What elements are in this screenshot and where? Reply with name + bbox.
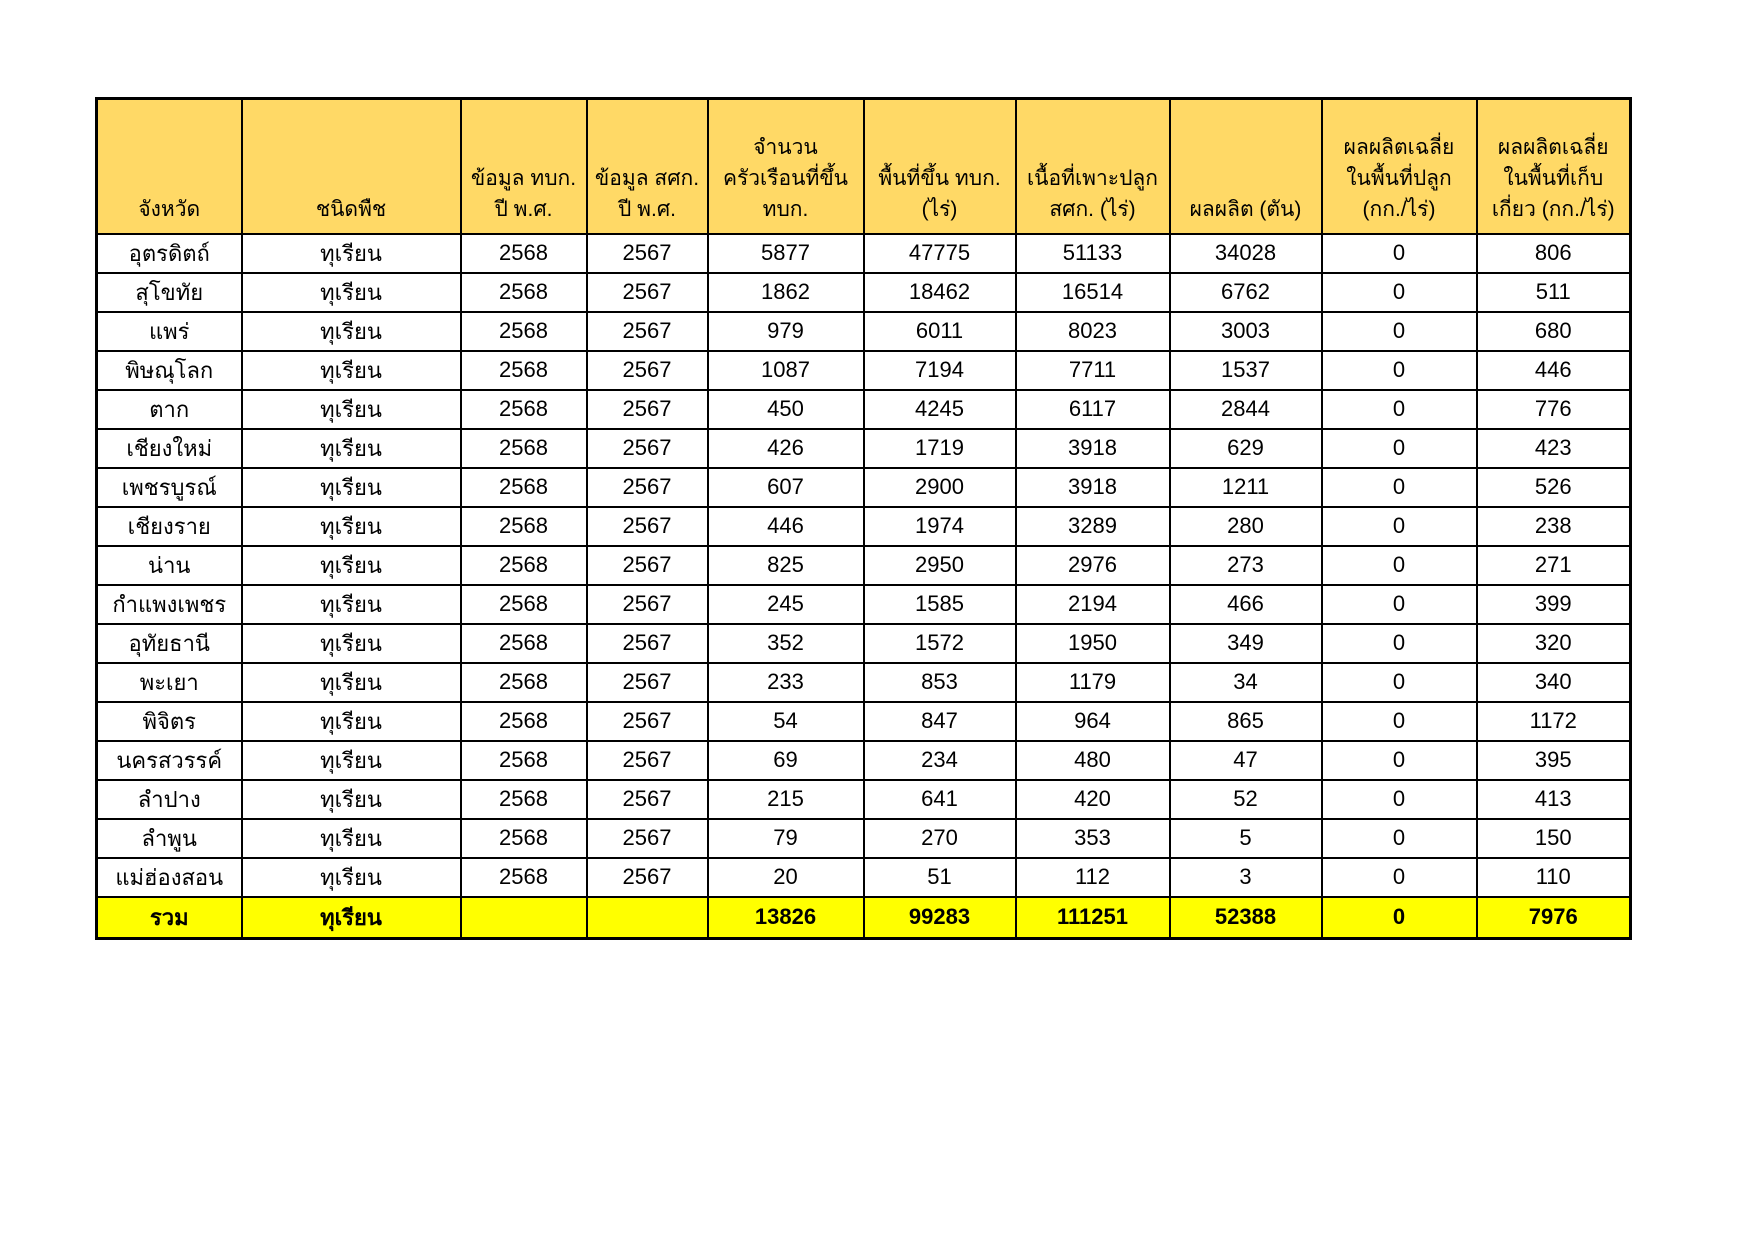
province-row-2 (97, 312, 1631, 351)
cell-planted-area-rai: 16514 (1016, 273, 1170, 312)
province-row-3 (97, 351, 1631, 390)
cell-registered-households: 607 (708, 468, 864, 507)
cell-planted-area-rai: 8023 (1016, 312, 1170, 351)
cell-registered-households: 446 (708, 507, 864, 546)
cell-registered-area-rai: 1719 (864, 429, 1016, 468)
cell-avg-yield-planted: 0 (1322, 273, 1477, 312)
cell-production-tons: 1211 (1170, 468, 1322, 507)
cell-production-tons: 629 (1170, 429, 1322, 468)
cell-registered-area-rai: 270 (864, 819, 1016, 858)
cell-crop-type: ทุเรียน (242, 858, 461, 897)
cell-registered-households: 979 (708, 312, 864, 351)
cell-province: สุโขทัย (97, 273, 242, 312)
cell-tbk-data-year: 2568 (461, 273, 587, 312)
cell-registered-households: 20 (708, 858, 864, 897)
total-cell-production-tons: 52388 (1170, 897, 1322, 939)
cell-production-tons: 273 (1170, 546, 1322, 585)
cell-avg-yield-planted: 0 (1322, 702, 1477, 741)
cell-province: กำแพงเพชร (97, 585, 242, 624)
cell-crop-type: ทุเรียน (242, 234, 461, 273)
cell-registered-households: 426 (708, 429, 864, 468)
cell-planted-area-rai: 964 (1016, 702, 1170, 741)
header-cell-province: จังหวัด (97, 99, 242, 234)
cell-avg-yield-harvested: 423 (1477, 429, 1631, 468)
province-row-11 (97, 663, 1631, 702)
cell-production-tons: 865 (1170, 702, 1322, 741)
total-cell-province: รวม (97, 897, 242, 939)
cell-planted-area-rai: 1950 (1016, 624, 1170, 663)
cell-avg-yield-harvested: 446 (1477, 351, 1631, 390)
cell-registered-area-rai: 6011 (864, 312, 1016, 351)
cell-planted-area-rai: 112 (1016, 858, 1170, 897)
cell-registered-households: 1087 (708, 351, 864, 390)
province-row-6 (97, 468, 1631, 507)
cell-avg-yield-harvested: 806 (1477, 234, 1631, 273)
cell-registered-households: 5877 (708, 234, 864, 273)
cell-province: เพชรบูรณ์ (97, 468, 242, 507)
cell-registered-area-rai: 1974 (864, 507, 1016, 546)
cell-planted-area-rai: 6117 (1016, 390, 1170, 429)
header-cell-tbk-data-year: ข้อมูล ทบก. ปี พ.ศ. (461, 99, 587, 234)
cell-crop-type: ทุเรียน (242, 390, 461, 429)
durian-production-table (95, 97, 1632, 940)
cell-province: นครสวรรค์ (97, 741, 242, 780)
cell-avg-yield-harvested: 395 (1477, 741, 1631, 780)
cell-avg-yield-harvested: 399 (1477, 585, 1631, 624)
cell-tbk-data-year: 2568 (461, 234, 587, 273)
cell-province: เชียงใหม่ (97, 429, 242, 468)
cell-crop-type: ทุเรียน (242, 819, 461, 858)
cell-ssk-data-year: 2567 (587, 585, 708, 624)
table-header (97, 99, 1631, 234)
cell-ssk-data-year: 2567 (587, 468, 708, 507)
cell-ssk-data-year: 2567 (587, 273, 708, 312)
cell-ssk-data-year: 2567 (587, 234, 708, 273)
cell-crop-type: ทุเรียน (242, 429, 461, 468)
cell-province: ลำพูน (97, 819, 242, 858)
cell-tbk-data-year: 2568 (461, 702, 587, 741)
cell-province: พิจิตร (97, 702, 242, 741)
cell-province: แม่ฮ่องสอน (97, 858, 242, 897)
cell-registered-households: 233 (708, 663, 864, 702)
cell-planted-area-rai: 3918 (1016, 468, 1170, 507)
header-cell-ssk-data-year: ข้อมูล สศก. ปี พ.ศ. (587, 99, 708, 234)
cell-crop-type: ทุเรียน (242, 273, 461, 312)
cell-ssk-data-year: 2567 (587, 741, 708, 780)
cell-province: แพร่ (97, 312, 242, 351)
cell-ssk-data-year: 2567 (587, 858, 708, 897)
cell-ssk-data-year: 2567 (587, 351, 708, 390)
cell-planted-area-rai: 480 (1016, 741, 1170, 780)
cell-ssk-data-year: 2567 (587, 663, 708, 702)
cell-avg-yield-harvested: 238 (1477, 507, 1631, 546)
cell-ssk-data-year: 2567 (587, 429, 708, 468)
province-row-8 (97, 546, 1631, 585)
cell-ssk-data-year: 2567 (587, 702, 708, 741)
cell-registered-area-rai: 18462 (864, 273, 1016, 312)
cell-registered-area-rai: 1585 (864, 585, 1016, 624)
cell-ssk-data-year: 2567 (587, 390, 708, 429)
cell-tbk-data-year: 2568 (461, 858, 587, 897)
cell-tbk-data-year: 2568 (461, 624, 587, 663)
cell-production-tons: 3 (1170, 858, 1322, 897)
cell-avg-yield-planted: 0 (1322, 546, 1477, 585)
cell-registered-households: 352 (708, 624, 864, 663)
cell-avg-yield-harvested: 413 (1477, 780, 1631, 819)
cell-crop-type: ทุเรียน (242, 507, 461, 546)
cell-production-tons: 466 (1170, 585, 1322, 624)
cell-registered-area-rai: 1572 (864, 624, 1016, 663)
cell-province: อุตรดิตถ์ (97, 234, 242, 273)
cell-production-tons: 47 (1170, 741, 1322, 780)
cell-registered-area-rai: 4245 (864, 390, 1016, 429)
province-row-5 (97, 429, 1631, 468)
cell-avg-yield-planted: 0 (1322, 741, 1477, 780)
cell-tbk-data-year: 2568 (461, 819, 587, 858)
cell-crop-type: ทุเรียน (242, 624, 461, 663)
cell-tbk-data-year: 2568 (461, 780, 587, 819)
header-cell-planted-area-rai: เนื้อที่เพาะปลูก สศก. (ไร่) (1016, 99, 1170, 234)
cell-tbk-data-year: 2568 (461, 663, 587, 702)
cell-crop-type: ทุเรียน (242, 351, 461, 390)
header-cell-avg-yield-harvested: ผลผลิตเฉลี่ย ในพื้นที่เก็บ เกี่ยว (กก./ไร่) (1477, 99, 1631, 234)
cell-ssk-data-year: 2567 (587, 624, 708, 663)
cell-registered-area-rai: 7194 (864, 351, 1016, 390)
cell-planted-area-rai: 3289 (1016, 507, 1170, 546)
cell-province: พิษณุโลก (97, 351, 242, 390)
cell-ssk-data-year: 2567 (587, 312, 708, 351)
header-cell-registered-households: จำนวน ครัวเรือนที่ขึ้น ทบก. (708, 99, 864, 234)
cell-avg-yield-planted: 0 (1322, 507, 1477, 546)
header-cell-crop-type: ชนิดพืช (242, 99, 461, 234)
cell-registered-households: 215 (708, 780, 864, 819)
cell-registered-households: 69 (708, 741, 864, 780)
cell-crop-type: ทุเรียน (242, 468, 461, 507)
cell-planted-area-rai: 51133 (1016, 234, 1170, 273)
cell-avg-yield-planted: 0 (1322, 585, 1477, 624)
cell-avg-yield-planted: 0 (1322, 312, 1477, 351)
cell-production-tons: 6762 (1170, 273, 1322, 312)
cell-production-tons: 34 (1170, 663, 1322, 702)
cell-province: พะเยา (97, 663, 242, 702)
cell-province: น่าน (97, 546, 242, 585)
province-row-1 (97, 273, 1631, 312)
cell-crop-type: ทุเรียน (242, 663, 461, 702)
cell-crop-type: ทุเรียน (242, 585, 461, 624)
header-row (97, 99, 1631, 234)
province-row-15 (97, 819, 1631, 858)
total-row (97, 897, 1631, 939)
cell-avg-yield-harvested: 680 (1477, 312, 1631, 351)
cell-avg-yield-planted: 0 (1322, 468, 1477, 507)
cell-province: อุทัยธานี (97, 624, 242, 663)
table-body (97, 234, 1631, 939)
cell-avg-yield-planted: 0 (1322, 663, 1477, 702)
cell-registered-households: 450 (708, 390, 864, 429)
cell-avg-yield-harvested: 1172 (1477, 702, 1631, 741)
cell-registered-households: 54 (708, 702, 864, 741)
cell-avg-yield-harvested: 320 (1477, 624, 1631, 663)
cell-planted-area-rai: 1179 (1016, 663, 1170, 702)
cell-registered-area-rai: 847 (864, 702, 1016, 741)
cell-crop-type: ทุเรียน (242, 741, 461, 780)
total-cell-avg-yield-harvested: 7976 (1477, 897, 1631, 939)
province-row-13 (97, 741, 1631, 780)
cell-registered-households: 1862 (708, 273, 864, 312)
cell-tbk-data-year: 2568 (461, 585, 587, 624)
header-cell-production-tons: ผลผลิต (ตัน) (1170, 99, 1322, 234)
cell-tbk-data-year: 2568 (461, 507, 587, 546)
cell-avg-yield-harvested: 526 (1477, 468, 1631, 507)
cell-avg-yield-planted: 0 (1322, 234, 1477, 273)
cell-avg-yield-planted: 0 (1322, 429, 1477, 468)
total-cell-ssk-data-year (587, 897, 708, 939)
cell-avg-yield-planted: 0 (1322, 858, 1477, 897)
header-cell-registered-area-rai: พื้นที่ขึ้น ทบก. (ไร่) (864, 99, 1016, 234)
cell-avg-yield-planted: 0 (1322, 780, 1477, 819)
cell-registered-households: 245 (708, 585, 864, 624)
cell-province: ตาก (97, 390, 242, 429)
cell-registered-area-rai: 853 (864, 663, 1016, 702)
cell-production-tons: 2844 (1170, 390, 1322, 429)
total-cell-planted-area-rai: 111251 (1016, 897, 1170, 939)
total-cell-registered-households: 13826 (708, 897, 864, 939)
cell-avg-yield-harvested: 776 (1477, 390, 1631, 429)
cell-registered-households: 79 (708, 819, 864, 858)
province-row-14 (97, 780, 1631, 819)
cell-avg-yield-planted: 0 (1322, 390, 1477, 429)
cell-avg-yield-planted: 0 (1322, 819, 1477, 858)
cell-ssk-data-year: 2567 (587, 507, 708, 546)
province-row-7 (97, 507, 1631, 546)
cell-planted-area-rai: 2976 (1016, 546, 1170, 585)
cell-tbk-data-year: 2568 (461, 390, 587, 429)
total-cell-avg-yield-planted: 0 (1322, 897, 1477, 939)
cell-avg-yield-harvested: 511 (1477, 273, 1631, 312)
cell-planted-area-rai: 420 (1016, 780, 1170, 819)
header-cell-avg-yield-planted: ผลผลิตเฉลี่ย ในพื้นที่ปลูก (กก./ไร่) (1322, 99, 1477, 234)
cell-production-tons: 1537 (1170, 351, 1322, 390)
cell-tbk-data-year: 2568 (461, 312, 587, 351)
cell-planted-area-rai: 2194 (1016, 585, 1170, 624)
cell-planted-area-rai: 3918 (1016, 429, 1170, 468)
cell-production-tons: 349 (1170, 624, 1322, 663)
cell-tbk-data-year: 2568 (461, 741, 587, 780)
cell-registered-area-rai: 47775 (864, 234, 1016, 273)
cell-production-tons: 3003 (1170, 312, 1322, 351)
cell-avg-yield-harvested: 110 (1477, 858, 1631, 897)
cell-production-tons: 34028 (1170, 234, 1322, 273)
cell-tbk-data-year: 2568 (461, 351, 587, 390)
cell-registered-area-rai: 2950 (864, 546, 1016, 585)
cell-production-tons: 280 (1170, 507, 1322, 546)
cell-province: เชียงราย (97, 507, 242, 546)
cell-planted-area-rai: 353 (1016, 819, 1170, 858)
cell-ssk-data-year: 2567 (587, 819, 708, 858)
cell-avg-yield-harvested: 271 (1477, 546, 1631, 585)
province-row-10 (97, 624, 1631, 663)
cell-production-tons: 5 (1170, 819, 1322, 858)
total-cell-tbk-data-year (461, 897, 587, 939)
cell-avg-yield-harvested: 150 (1477, 819, 1631, 858)
cell-crop-type: ทุเรียน (242, 702, 461, 741)
total-cell-crop-type: ทุเรียน (242, 897, 461, 939)
cell-tbk-data-year: 2568 (461, 546, 587, 585)
cell-registered-area-rai: 234 (864, 741, 1016, 780)
cell-crop-type: ทุเรียน (242, 546, 461, 585)
cell-registered-area-rai: 641 (864, 780, 1016, 819)
cell-registered-area-rai: 2900 (864, 468, 1016, 507)
province-row-16 (97, 858, 1631, 897)
province-row-9 (97, 585, 1631, 624)
cell-province: ลำปาง (97, 780, 242, 819)
total-cell-registered-area-rai: 99283 (864, 897, 1016, 939)
cell-tbk-data-year: 2568 (461, 468, 587, 507)
province-row-12 (97, 702, 1631, 741)
cell-avg-yield-planted: 0 (1322, 624, 1477, 663)
cell-crop-type: ทุเรียน (242, 312, 461, 351)
cell-ssk-data-year: 2567 (587, 780, 708, 819)
cell-planted-area-rai: 7711 (1016, 351, 1170, 390)
cell-ssk-data-year: 2567 (587, 546, 708, 585)
cell-tbk-data-year: 2568 (461, 429, 587, 468)
cell-registered-households: 825 (708, 546, 864, 585)
cell-registered-area-rai: 51 (864, 858, 1016, 897)
cell-crop-type: ทุเรียน (242, 780, 461, 819)
cell-avg-yield-harvested: 340 (1477, 663, 1631, 702)
cell-production-tons: 52 (1170, 780, 1322, 819)
province-row-0 (97, 234, 1631, 273)
cell-avg-yield-planted: 0 (1322, 351, 1477, 390)
province-row-4 (97, 390, 1631, 429)
